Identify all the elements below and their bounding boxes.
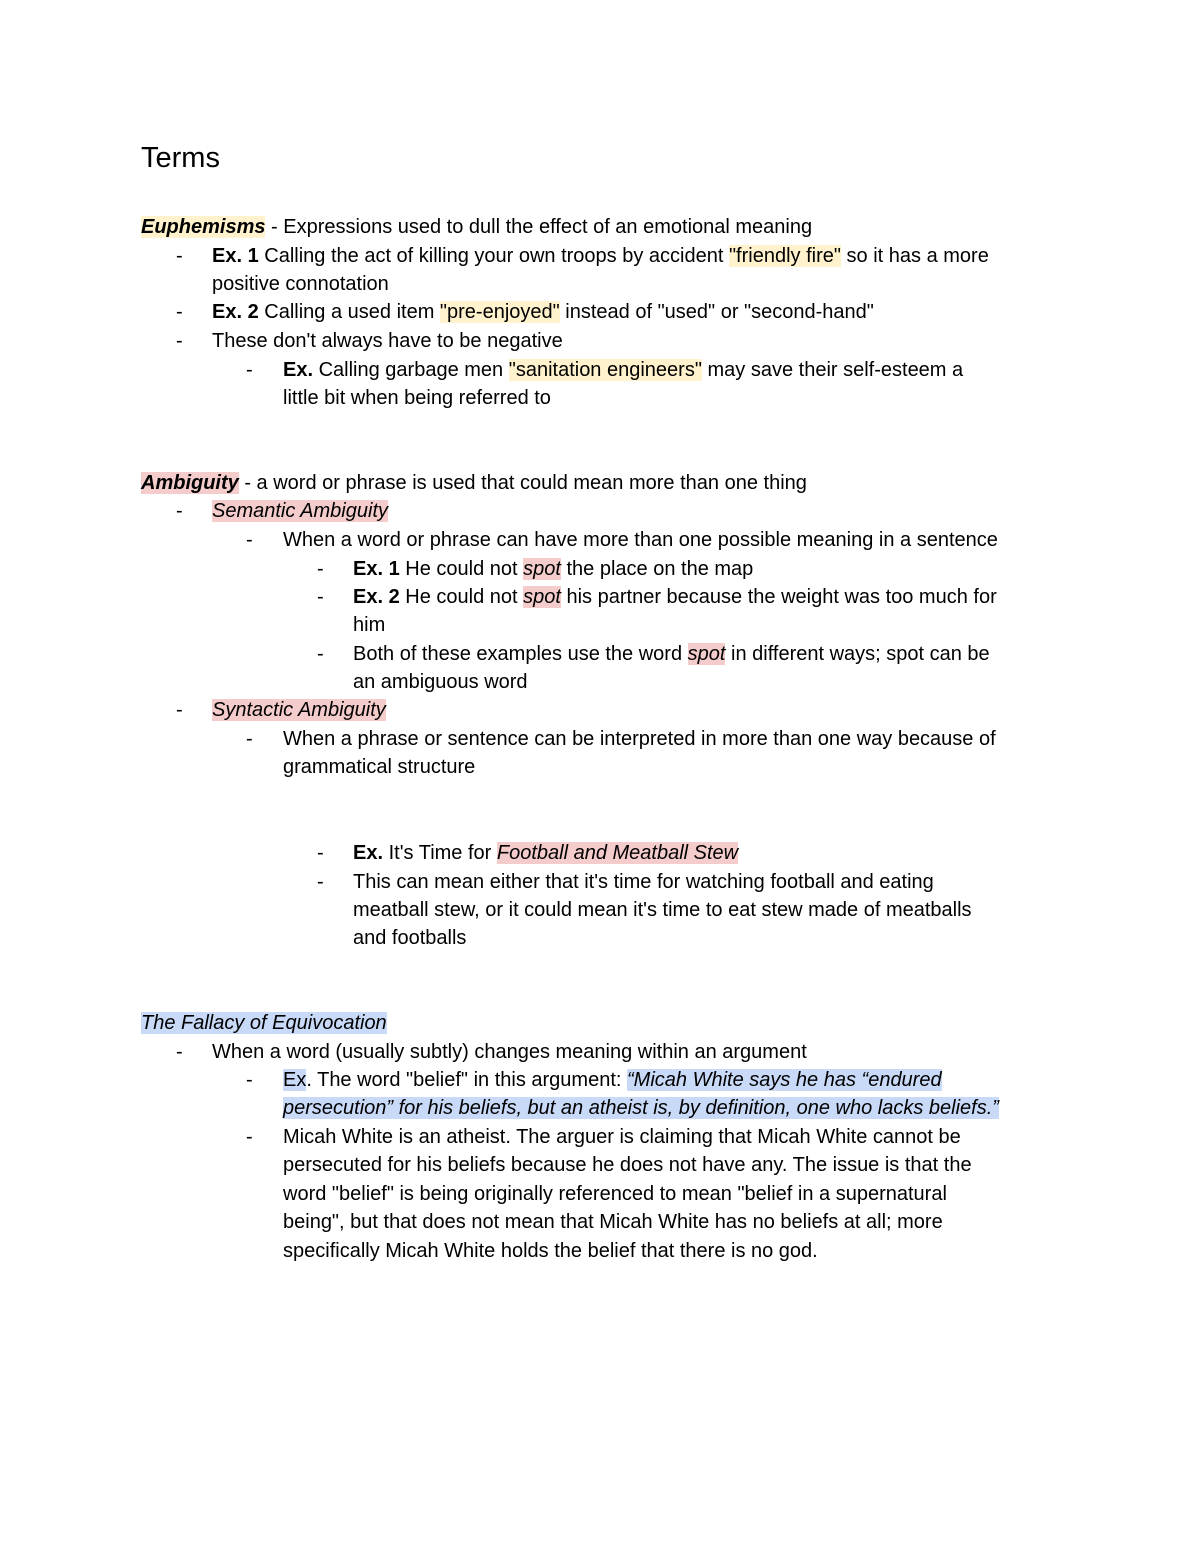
list-item-continuation: grammatical structure — [283, 756, 476, 778]
list-item: These don't always have to be negative — [212, 330, 563, 352]
list-item: Micah White is an atheist. The arguer is claiming that Micah White cannot be — [283, 1126, 961, 1148]
list-item-continuation: being", but that does not mean that Micah White has no beliefs at all; more — [283, 1211, 943, 1233]
list-bullet: - — [176, 500, 183, 522]
highlight: Football and Meatball Stew — [496, 842, 739, 864]
ambiguity-definition: Ambiguity - a word or phrase is used that could mean more than one thing — [141, 472, 807, 494]
highlight: "friendly fire" — [728, 245, 841, 267]
list-item — [212, 497, 388, 525]
list-bullet: - — [176, 1041, 183, 1063]
highlight: spot — [523, 558, 561, 580]
list-bullet: - — [246, 359, 253, 381]
euphemisms-term: Euphemisms — [141, 216, 266, 238]
highlight: spot — [523, 586, 561, 608]
list-item: Ex. 1 He could not spot the place on the map — [353, 558, 754, 580]
highlight: spot — [687, 643, 726, 665]
list-item — [212, 696, 386, 724]
list-item: Ex. The word "belief" in this argument: “Micah White says he has “endured — [283, 1069, 942, 1091]
syntactic-ambiguity-label: Syntactic Ambiguity — [212, 699, 386, 721]
list-bullet: - — [246, 1069, 253, 1091]
list-bullet: - — [176, 301, 183, 323]
list-item-continuation: persecuted for his beliefs because he does not have any. The issue is that the — [283, 1154, 972, 1176]
list-bullet: - — [246, 529, 253, 551]
euphemisms-definition: Euphemisms - Expressions used to dull the effect of an emotional meaning — [141, 216, 813, 238]
list-bullet: - — [317, 643, 324, 665]
list-item-continuation — [283, 1094, 999, 1122]
equivocation-term: The Fallacy of Equivocation — [141, 1012, 387, 1034]
list-item: Both of these examples use the word spot in different ways; spot can be — [353, 643, 990, 665]
list-item: Ex. 2 Calling a used item "pre-enjoyed" instead of "used" or "second-hand" — [212, 301, 874, 323]
list-bullet: - — [176, 245, 183, 267]
page-title: Terms — [141, 142, 220, 174]
list-item: Ex. 2 He could not spot his partner because the weight was too much for — [353, 586, 997, 608]
list-item-continuation: him — [353, 614, 386, 636]
list-item: Ex. Calling garbage men "sanitation engineers" may save their self-esteem a — [283, 359, 964, 381]
list-item: When a word or phrase can have more than one possible meaning in a sentence — [283, 529, 998, 551]
list-item: This can mean either that it's time for watching football and eating — [353, 871, 934, 893]
list-bullet: - — [176, 699, 183, 721]
highlight-quote: “Micah White says he has “endured — [627, 1069, 942, 1091]
highlight: "pre-enjoyed" — [439, 301, 560, 323]
ambiguity-term: Ambiguity — [141, 472, 239, 494]
highlight-quote: persecution” for his beliefs, but an atheist is, by definition, one who lacks beliefs.” — [283, 1097, 999, 1119]
list-bullet: - — [246, 728, 253, 750]
list-item-continuation: word "belief" is being originally referenced to mean "belief in a supernatural — [283, 1183, 947, 1205]
list-item-continuation: an ambiguous word — [353, 671, 528, 693]
list-bullet: - — [317, 842, 324, 864]
equivocation-heading — [141, 1009, 387, 1037]
list-item: When a word (usually subtly) changes meaning within an argument — [212, 1041, 807, 1063]
list-item-continuation: little bit when being referred to — [283, 387, 551, 409]
list-item: Ex. It's Time for Football and Meatball Stew — [353, 842, 739, 864]
list-item-continuation: meatball stew, or it could mean it's time to eat stew made of meatballs — [353, 899, 972, 921]
semantic-ambiguity-label: Semantic Ambiguity — [212, 500, 388, 522]
list-bullet: - — [317, 871, 324, 893]
list-bullet: - — [176, 330, 183, 352]
highlight: "sanitation engineers" — [508, 359, 702, 381]
list-bullet: - — [246, 1126, 253, 1148]
list-item-continuation: positive connotation — [212, 273, 389, 295]
list-bullet: - — [317, 586, 324, 608]
list-item: Ex. 1 Calling the act of killing your own troops by accident "friendly fire" so it has a more — [212, 245, 989, 267]
list-item-continuation: specifically Micah White holds the belief that there is no god. — [283, 1240, 818, 1262]
list-item: When a phrase or sentence can be interpreted in more than one way because of — [283, 728, 996, 750]
list-item-continuation: and footballs — [353, 927, 467, 949]
list-bullet: - — [317, 558, 324, 580]
